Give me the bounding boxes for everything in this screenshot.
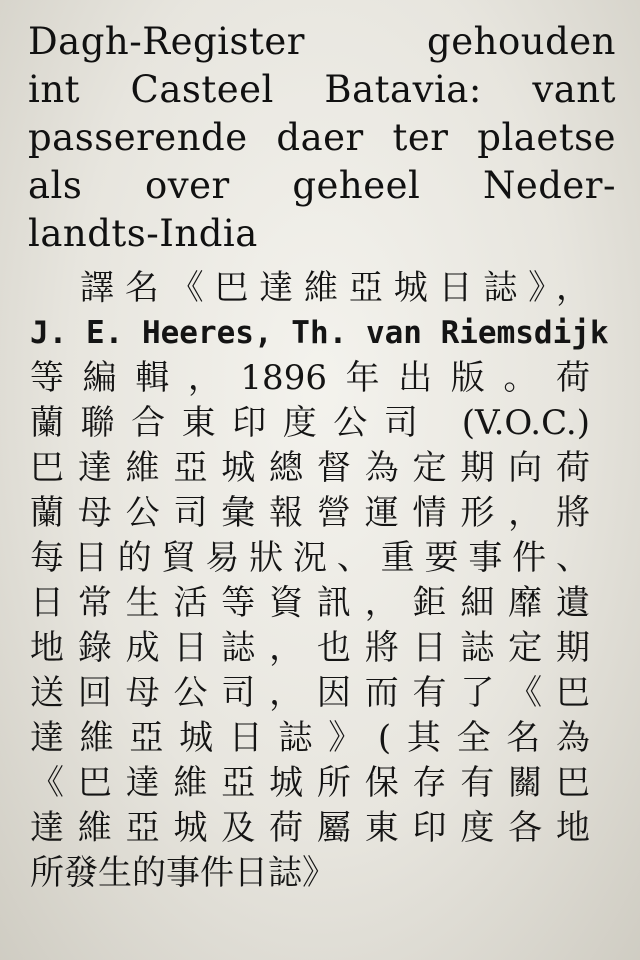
body-line: J. E. Heeres, Th. van Riemsdijk (30, 315, 609, 351)
title-line: als over geheel Neder- (28, 164, 616, 207)
entry-body (30, 266, 609, 896)
body-line: 每日的貿易狀況、重要事件、 (30, 538, 590, 578)
body-line: 《巴達維亞城所保存有關巴 (30, 763, 590, 803)
body-line: 日常生活等資訊，鉅細靡遺 (30, 583, 590, 623)
body-line: 所發生的事件日誌》 (30, 853, 336, 893)
body-line: 巴達維亞城總督為定期向荷 (30, 448, 590, 488)
body-line: 譯名《巴達維亞城日誌》， (80, 268, 590, 308)
entry-title (28, 18, 616, 258)
body-line: 達維亞城日誌》(其全名為 (30, 718, 590, 758)
title-line: int Casteel Batavia: vant (28, 68, 616, 111)
body-line: 達維亞城及荷屬東印度各地 (30, 808, 590, 848)
title-line: landts-India (28, 212, 258, 255)
body-line: 蘭聯合東印度公司 (V.O.C.) (30, 403, 590, 443)
title-line: passerende daer ter plaetse (28, 116, 616, 159)
title-line: Dagh-Register gehouden (28, 20, 616, 63)
body-line: 送回母公司，因而有了《巴 (30, 673, 590, 713)
body-line: 蘭母公司彙報營運情形，將 (30, 493, 590, 533)
body-line: 等編輯，1896年出版。荷 (30, 358, 590, 398)
body-line: 地錄成日誌，也將日誌定期 (30, 628, 590, 668)
